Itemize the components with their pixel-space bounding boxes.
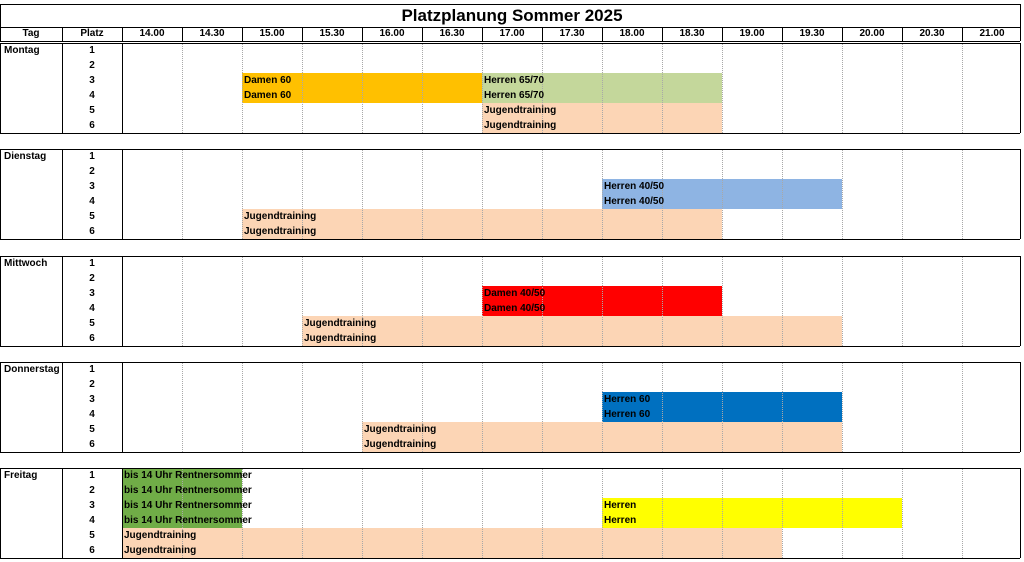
court-number: 2 <box>89 60 95 71</box>
booking-label: Herren 40/50 <box>604 196 665 207</box>
block-top-border <box>0 362 1020 363</box>
header-bottom-border <box>0 41 1020 42</box>
booking-label: Damen 40/50 <box>484 288 546 299</box>
booking-label: Jugendtraining <box>484 105 557 116</box>
header-divider <box>842 27 843 41</box>
court-number: 4 <box>89 409 95 420</box>
booking-label: Jugendtraining <box>364 439 437 450</box>
booking-label: bis 14 Uhr Rentnersommer <box>124 500 252 511</box>
grid-line <box>962 256 963 346</box>
court-number: 1 <box>89 364 95 375</box>
block-divider <box>122 256 123 346</box>
header-divider <box>602 27 603 41</box>
grid-line <box>962 362 963 452</box>
block-divider <box>122 362 123 452</box>
grid-line <box>962 43 963 133</box>
court-number: 4 <box>89 90 95 101</box>
grid-line <box>302 256 303 346</box>
header-tag: Tag <box>22 28 40 39</box>
grid-line <box>842 362 843 452</box>
header-divider <box>662 27 663 41</box>
court-number: 6 <box>89 545 95 556</box>
header-divider <box>902 27 903 41</box>
block-left-border <box>0 256 1 346</box>
header-time-10: 19.00 <box>739 28 765 39</box>
grid-line <box>782 362 783 452</box>
block-right-border <box>1020 362 1021 452</box>
booking-label: Jugendtraining <box>304 318 377 329</box>
booking-label: Herren 60 <box>604 409 651 420</box>
court-number: 2 <box>89 379 95 390</box>
day-name: Freitag <box>4 470 38 481</box>
grid-line <box>722 468 723 558</box>
court-number: 3 <box>89 288 95 299</box>
header-top-border <box>0 27 1020 28</box>
booking-label: bis 14 Uhr Rentnersommer <box>124 515 252 526</box>
grid-line <box>542 468 543 558</box>
grid-line <box>482 468 483 558</box>
grid-line <box>182 43 183 133</box>
booking-bar[interactable] <box>122 543 782 558</box>
header-divider <box>122 27 123 41</box>
header-divider <box>422 27 423 41</box>
grid-line <box>902 362 903 452</box>
grid-line <box>542 149 543 239</box>
block-right-border <box>1020 43 1021 133</box>
grid-line <box>842 149 843 239</box>
grid-line <box>362 149 363 239</box>
booking-label: Damen 40/50 <box>484 303 546 314</box>
booking-label: Jugendtraining <box>484 120 557 131</box>
court-number: 3 <box>89 394 95 405</box>
grid-line <box>842 256 843 346</box>
header-divider <box>242 27 243 41</box>
booking-bar[interactable] <box>602 513 902 528</box>
block-left-border <box>0 362 1 452</box>
court-number: 6 <box>89 333 95 344</box>
booking-label: Herren <box>604 515 637 526</box>
grid-line <box>662 362 663 452</box>
grid-line <box>722 149 723 239</box>
grid-line <box>602 256 603 346</box>
header-time-7: 17.30 <box>559 28 585 39</box>
booking-label: Herren <box>604 500 637 511</box>
header-divider <box>782 27 783 41</box>
grid-line <box>662 256 663 346</box>
booking-label: Jugendtraining <box>244 226 317 237</box>
court-number: 5 <box>89 424 95 435</box>
booking-bar[interactable] <box>602 498 902 513</box>
grid-line <box>242 43 243 133</box>
block-left-border <box>0 468 1 558</box>
block-left-border <box>0 43 1 133</box>
court-number: 5 <box>89 530 95 541</box>
day-name: Montag <box>4 45 40 56</box>
court-number: 2 <box>89 166 95 177</box>
court-number: 5 <box>89 105 95 116</box>
booking-label: Jugendtraining <box>244 211 317 222</box>
grid-line <box>362 43 363 133</box>
header-time-1: 14.30 <box>199 28 225 39</box>
grid-line <box>482 43 483 133</box>
grid-line <box>902 149 903 239</box>
header-divider <box>302 27 303 41</box>
booking-bar[interactable] <box>302 331 842 346</box>
court-number: 5 <box>89 318 95 329</box>
header-left-border <box>0 4 1 41</box>
grid-line <box>782 149 783 239</box>
block-right-border <box>1020 256 1021 346</box>
grid-line <box>842 468 843 558</box>
grid-line <box>302 362 303 452</box>
title-top-border <box>0 4 1021 5</box>
court-number: 5 <box>89 211 95 222</box>
grid-line <box>902 256 903 346</box>
header-time-6: 17.00 <box>499 28 525 39</box>
grid-line <box>782 43 783 133</box>
grid-line <box>482 362 483 452</box>
court-number: 6 <box>89 226 95 237</box>
block-bottom-border <box>0 558 1020 559</box>
header-time-13: 20.30 <box>919 28 945 39</box>
booking-label: Damen 60 <box>244 90 292 101</box>
header-platz: Platz <box>80 28 104 39</box>
booking-label: Jugendtraining <box>124 545 197 556</box>
booking-bar[interactable] <box>302 316 842 331</box>
block-divider <box>122 43 123 133</box>
grid-line <box>422 256 423 346</box>
grid-line <box>602 362 603 452</box>
grid-line <box>242 362 243 452</box>
header-time-11: 19.30 <box>799 28 825 39</box>
booking-label: Herren 65/70 <box>484 90 545 101</box>
court-number: 1 <box>89 258 95 269</box>
booking-label: bis 14 Uhr Rentnersommer <box>124 485 252 496</box>
block-bottom-border <box>0 133 1020 134</box>
header-time-4: 16.00 <box>379 28 405 39</box>
grid-line <box>302 468 303 558</box>
block-left-border <box>0 149 1 239</box>
block-divider <box>122 468 123 558</box>
court-number: 3 <box>89 75 95 86</box>
block-top-border <box>0 149 1020 150</box>
header-time-12: 20.00 <box>859 28 885 39</box>
court-number: 6 <box>89 120 95 131</box>
grid-line <box>302 43 303 133</box>
court-number: 3 <box>89 500 95 511</box>
block-bottom-border <box>0 452 1020 453</box>
grid-line <box>902 43 903 133</box>
block-bottom-border <box>0 346 1020 347</box>
grid-line <box>242 256 243 346</box>
grid-line <box>842 43 843 133</box>
header-divider <box>362 27 363 41</box>
booking-label: Herren 60 <box>604 394 651 405</box>
booking-label: Jugendtraining <box>124 530 197 541</box>
day-name: Dienstag <box>4 151 47 162</box>
grid-line <box>182 256 183 346</box>
grid-line <box>482 256 483 346</box>
header-right-border <box>1020 4 1021 41</box>
day-name: Donnerstag <box>4 364 60 375</box>
grid-line <box>782 256 783 346</box>
header-divider <box>482 27 483 41</box>
block-top-border <box>0 43 1020 44</box>
grid-line <box>722 362 723 452</box>
header-time-5: 16.30 <box>439 28 465 39</box>
day-name: Mittwoch <box>4 258 48 269</box>
grid-line <box>482 149 483 239</box>
court-number: 3 <box>89 181 95 192</box>
grid-line <box>362 468 363 558</box>
block-top-border <box>0 256 1020 257</box>
header-divider <box>182 27 183 41</box>
grid-line <box>782 468 783 558</box>
grid-line <box>662 468 663 558</box>
grid-line <box>542 362 543 452</box>
court-number: 2 <box>89 273 95 284</box>
header-divider <box>962 27 963 41</box>
grid-line <box>722 256 723 346</box>
grid-line <box>722 43 723 133</box>
header-time-14: 21.00 <box>979 28 1005 39</box>
booking-label: bis 14 Uhr Rentnersommer <box>124 470 252 481</box>
header-time-0: 14.00 <box>139 28 165 39</box>
court-number: 4 <box>89 196 95 207</box>
grid-line <box>242 149 243 239</box>
booking-label: Jugendtraining <box>364 424 437 435</box>
grid-line <box>602 468 603 558</box>
booking-label: Herren 65/70 <box>484 75 545 86</box>
booking-label: Herren 40/50 <box>604 181 665 192</box>
grid-line <box>182 362 183 452</box>
header-divider <box>542 27 543 41</box>
court-number: 4 <box>89 515 95 526</box>
grid-line <box>662 43 663 133</box>
grid-line <box>422 468 423 558</box>
grid-line <box>422 149 423 239</box>
grid-line <box>962 468 963 558</box>
header-divider <box>62 27 63 41</box>
page-title: Platzplanung Sommer 2025 <box>401 6 623 25</box>
header-time-3: 15.30 <box>319 28 345 39</box>
header-time-8: 18.00 <box>619 28 645 39</box>
court-number: 1 <box>89 470 95 481</box>
booking-bar[interactable] <box>122 528 782 543</box>
grid-line <box>902 468 903 558</box>
block-bottom-border <box>0 239 1020 240</box>
grid-line <box>602 43 603 133</box>
block-divider <box>122 149 123 239</box>
header-time-9: 18.30 <box>679 28 705 39</box>
header-time-2: 15.00 <box>259 28 285 39</box>
court-number: 4 <box>89 303 95 314</box>
court-number: 2 <box>89 485 95 496</box>
court-number: 1 <box>89 151 95 162</box>
court-number: 1 <box>89 45 95 56</box>
grid-line <box>962 149 963 239</box>
booking-label: Damen 60 <box>244 75 292 86</box>
block-right-border <box>1020 149 1021 239</box>
header-divider <box>722 27 723 41</box>
grid-line <box>362 362 363 452</box>
grid-line <box>422 43 423 133</box>
grid-line <box>182 149 183 239</box>
block-right-border <box>1020 468 1021 558</box>
court-number: 6 <box>89 439 95 450</box>
grid-line <box>602 149 603 239</box>
booking-label: Jugendtraining <box>304 333 377 344</box>
